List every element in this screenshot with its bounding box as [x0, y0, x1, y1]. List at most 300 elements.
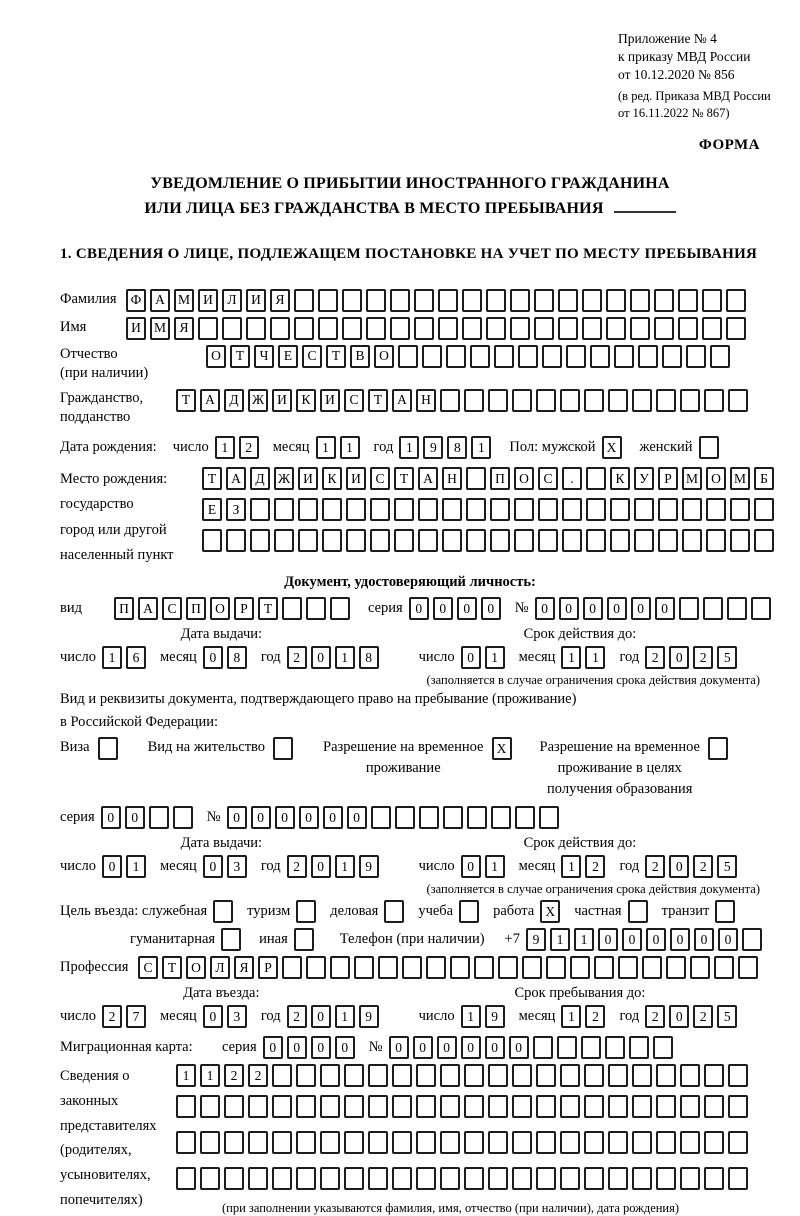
- char-cell[interactable]: П: [490, 467, 510, 490]
- char-cell[interactable]: 0: [101, 806, 121, 829]
- char-cell[interactable]: Ж: [248, 389, 268, 412]
- char-cell[interactable]: [486, 289, 506, 312]
- char-cell[interactable]: [608, 1131, 628, 1154]
- char-cell[interactable]: [512, 389, 532, 412]
- char-cell[interactable]: [366, 317, 386, 340]
- char-cell[interactable]: [176, 1095, 196, 1118]
- char-cell[interactable]: 1: [176, 1064, 196, 1087]
- char-cell[interactable]: 0: [607, 597, 627, 620]
- char-cell[interactable]: Т: [394, 467, 414, 490]
- char-cell[interactable]: [642, 956, 662, 979]
- char-cell[interactable]: [322, 498, 342, 521]
- char-cell[interactable]: [296, 1131, 316, 1154]
- char-cell[interactable]: [514, 529, 534, 552]
- char-cell[interactable]: [584, 1131, 604, 1154]
- char-cell[interactable]: 1: [102, 646, 122, 669]
- char-cell[interactable]: [666, 956, 686, 979]
- char-cell[interactable]: 0: [125, 806, 145, 829]
- char-cell[interactable]: С: [162, 597, 182, 620]
- char-cell[interactable]: [442, 498, 462, 521]
- char-cell[interactable]: [224, 1167, 244, 1190]
- char-cell[interactable]: [176, 1131, 196, 1154]
- checkbox-residence-permit[interactable]: [273, 737, 297, 760]
- char-cell[interactable]: 2: [585, 855, 605, 878]
- char-cell[interactable]: 2: [287, 1005, 307, 1028]
- char-cell[interactable]: Л: [222, 289, 242, 312]
- char-cell[interactable]: Л: [210, 956, 230, 979]
- char-cell[interactable]: [273, 737, 293, 760]
- char-cell[interactable]: [715, 900, 735, 923]
- char-cell[interactable]: [440, 1167, 460, 1190]
- char-cell[interactable]: [368, 1064, 388, 1087]
- char-cell[interactable]: 2: [693, 855, 713, 878]
- char-cell[interactable]: [440, 1095, 460, 1118]
- char-cell[interactable]: У: [634, 467, 654, 490]
- char-cell[interactable]: [248, 1131, 268, 1154]
- char-cell[interactable]: Т: [368, 389, 388, 412]
- char-cell[interactable]: [370, 498, 390, 521]
- char-cell[interactable]: [730, 529, 750, 552]
- char-cell[interactable]: 0: [287, 1036, 307, 1059]
- char-cell[interactable]: [392, 1167, 412, 1190]
- char-cell[interactable]: [608, 1167, 628, 1190]
- char-cell[interactable]: [704, 1095, 724, 1118]
- char-cell[interactable]: [298, 498, 318, 521]
- char-cell[interactable]: [384, 900, 404, 923]
- char-cell[interactable]: [686, 345, 706, 368]
- char-cell[interactable]: [226, 529, 246, 552]
- char-cell[interactable]: М: [150, 317, 170, 340]
- char-cell[interactable]: Р: [234, 597, 254, 620]
- char-cell[interactable]: Р: [258, 956, 278, 979]
- char-cell[interactable]: 0: [347, 806, 367, 829]
- char-cell[interactable]: [634, 498, 654, 521]
- char-cell[interactable]: Т: [258, 597, 278, 620]
- char-cell[interactable]: [488, 389, 508, 412]
- char-cell[interactable]: 0: [263, 1036, 283, 1059]
- char-cell[interactable]: [562, 498, 582, 521]
- char-cell[interactable]: [440, 1064, 460, 1087]
- char-cell[interactable]: [632, 389, 652, 412]
- char-cell[interactable]: [342, 317, 362, 340]
- char-cell[interactable]: [630, 289, 650, 312]
- char-cell[interactable]: 0: [413, 1036, 433, 1059]
- char-cell[interactable]: 1: [316, 436, 336, 459]
- char-cell[interactable]: [173, 806, 193, 829]
- char-cell[interactable]: [395, 806, 415, 829]
- char-cell[interactable]: 1: [200, 1064, 220, 1087]
- char-cell[interactable]: [498, 956, 518, 979]
- char-cell[interactable]: [678, 289, 698, 312]
- char-cell[interactable]: [586, 467, 606, 490]
- char-cell[interactable]: 1: [550, 928, 570, 951]
- char-cell[interactable]: 0: [251, 806, 271, 829]
- char-cell[interactable]: [462, 317, 482, 340]
- char-cell[interactable]: [294, 289, 314, 312]
- char-cell[interactable]: Т: [230, 345, 250, 368]
- char-cell[interactable]: [702, 289, 722, 312]
- char-cell[interactable]: [510, 317, 530, 340]
- char-cell[interactable]: [488, 1131, 508, 1154]
- char-cell[interactable]: [562, 529, 582, 552]
- char-cell[interactable]: И: [198, 289, 218, 312]
- char-cell[interactable]: 0: [433, 597, 453, 620]
- char-cell[interactable]: М: [730, 467, 750, 490]
- char-cell[interactable]: 7: [126, 1005, 146, 1028]
- checkbox-visa[interactable]: [98, 737, 122, 760]
- char-cell[interactable]: [466, 467, 486, 490]
- char-cell[interactable]: .: [562, 467, 582, 490]
- char-cell[interactable]: [398, 345, 418, 368]
- char-cell[interactable]: [560, 389, 580, 412]
- char-cell[interactable]: [629, 1036, 649, 1059]
- char-cell[interactable]: [730, 498, 750, 521]
- char-cell[interactable]: [704, 389, 724, 412]
- char-cell[interactable]: Т: [326, 345, 346, 368]
- char-cell[interactable]: [438, 317, 458, 340]
- char-cell[interactable]: [632, 1131, 652, 1154]
- char-cell[interactable]: С: [370, 467, 390, 490]
- char-cell[interactable]: 1: [335, 855, 355, 878]
- char-cell[interactable]: О: [374, 345, 394, 368]
- char-cell[interactable]: В: [350, 345, 370, 368]
- char-cell[interactable]: Я: [174, 317, 194, 340]
- char-cell[interactable]: 1: [485, 646, 505, 669]
- char-cell[interactable]: Я: [234, 956, 254, 979]
- char-cell[interactable]: [416, 1131, 436, 1154]
- char-cell[interactable]: [738, 956, 758, 979]
- char-cell[interactable]: [368, 1167, 388, 1190]
- char-cell[interactable]: Ч: [254, 345, 274, 368]
- char-cell[interactable]: [594, 956, 614, 979]
- char-cell[interactable]: [539, 806, 559, 829]
- char-cell[interactable]: 0: [311, 855, 331, 878]
- checkbox-purpose-official[interactable]: [213, 900, 237, 923]
- char-cell[interactable]: 9: [359, 855, 379, 878]
- char-cell[interactable]: Т: [202, 467, 222, 490]
- char-cell[interactable]: [320, 1064, 340, 1087]
- char-cell[interactable]: [706, 529, 726, 552]
- char-cell[interactable]: [296, 1095, 316, 1118]
- char-cell[interactable]: [566, 345, 586, 368]
- char-cell[interactable]: 0: [670, 928, 690, 951]
- char-cell[interactable]: К: [610, 467, 630, 490]
- char-cell[interactable]: [200, 1131, 220, 1154]
- char-cell[interactable]: [680, 389, 700, 412]
- char-cell[interactable]: [494, 345, 514, 368]
- char-cell[interactable]: [584, 1167, 604, 1190]
- char-cell[interactable]: [590, 345, 610, 368]
- char-cell[interactable]: [754, 529, 774, 552]
- char-cell[interactable]: [726, 317, 746, 340]
- char-cell[interactable]: Ф: [126, 289, 146, 312]
- char-cell[interactable]: [704, 1167, 724, 1190]
- char-cell[interactable]: [560, 1131, 580, 1154]
- char-cell[interactable]: 0: [311, 646, 331, 669]
- char-cell[interactable]: [330, 956, 350, 979]
- char-cell[interactable]: [246, 317, 266, 340]
- char-cell[interactable]: [438, 289, 458, 312]
- char-cell[interactable]: 3: [227, 855, 247, 878]
- char-cell[interactable]: 0: [535, 597, 555, 620]
- char-cell[interactable]: 0: [509, 1036, 529, 1059]
- char-cell[interactable]: 0: [631, 597, 651, 620]
- char-cell[interactable]: [294, 317, 314, 340]
- char-cell[interactable]: [296, 1064, 316, 1087]
- char-cell[interactable]: 1: [561, 855, 581, 878]
- char-cell[interactable]: [512, 1131, 532, 1154]
- char-cell[interactable]: [464, 1167, 484, 1190]
- char-cell[interactable]: [248, 1095, 268, 1118]
- checkbox-temp-permit[interactable]: [492, 737, 516, 760]
- char-cell[interactable]: 1: [126, 855, 146, 878]
- char-cell[interactable]: [250, 529, 270, 552]
- char-cell[interactable]: 0: [694, 928, 714, 951]
- char-cell[interactable]: 5: [717, 855, 737, 878]
- char-cell[interactable]: [703, 597, 723, 620]
- char-cell[interactable]: А: [392, 389, 412, 412]
- char-cell[interactable]: [536, 1095, 556, 1118]
- char-cell[interactable]: [320, 1167, 340, 1190]
- char-cell[interactable]: [466, 498, 486, 521]
- char-cell[interactable]: [198, 317, 218, 340]
- char-cell[interactable]: [330, 597, 350, 620]
- char-cell[interactable]: [690, 956, 710, 979]
- char-cell[interactable]: 1: [340, 436, 360, 459]
- char-cell[interactable]: Т: [162, 956, 182, 979]
- char-cell[interactable]: [176, 1167, 196, 1190]
- char-cell[interactable]: [222, 317, 242, 340]
- char-cell[interactable]: 0: [583, 597, 603, 620]
- char-cell[interactable]: И: [346, 467, 366, 490]
- char-cell[interactable]: 0: [461, 855, 481, 878]
- char-cell[interactable]: [581, 1036, 601, 1059]
- char-cell[interactable]: 0: [203, 646, 223, 669]
- char-cell[interactable]: 9: [359, 1005, 379, 1028]
- char-cell[interactable]: 0: [461, 646, 481, 669]
- char-cell[interactable]: 3: [227, 1005, 247, 1028]
- char-cell[interactable]: [742, 928, 762, 951]
- char-cell[interactable]: [200, 1095, 220, 1118]
- char-cell[interactable]: [679, 597, 699, 620]
- char-cell[interactable]: 1: [561, 646, 581, 669]
- char-cell[interactable]: [630, 317, 650, 340]
- char-cell[interactable]: [678, 317, 698, 340]
- char-cell[interactable]: [512, 1167, 532, 1190]
- char-cell[interactable]: [586, 498, 606, 521]
- char-cell[interactable]: [518, 345, 538, 368]
- char-cell[interactable]: [394, 498, 414, 521]
- char-cell[interactable]: [224, 1095, 244, 1118]
- char-cell[interactable]: [542, 345, 562, 368]
- char-cell[interactable]: 0: [437, 1036, 457, 1059]
- char-cell[interactable]: [490, 529, 510, 552]
- char-cell[interactable]: [392, 1131, 412, 1154]
- char-cell[interactable]: [658, 498, 678, 521]
- char-cell[interactable]: [368, 1131, 388, 1154]
- char-cell[interactable]: И: [126, 317, 146, 340]
- char-cell[interactable]: 1: [215, 436, 235, 459]
- char-cell[interactable]: 9: [485, 1005, 505, 1028]
- char-cell[interactable]: [560, 1167, 580, 1190]
- char-cell[interactable]: [491, 806, 511, 829]
- char-cell[interactable]: А: [150, 289, 170, 312]
- char-cell[interactable]: [557, 1036, 577, 1059]
- char-cell[interactable]: [320, 1095, 340, 1118]
- char-cell[interactable]: [390, 289, 410, 312]
- char-cell[interactable]: [221, 928, 241, 951]
- char-cell[interactable]: Н: [416, 389, 436, 412]
- char-cell[interactable]: [654, 289, 674, 312]
- char-cell[interactable]: 0: [718, 928, 738, 951]
- char-cell[interactable]: 0: [461, 1036, 481, 1059]
- char-cell[interactable]: А: [418, 467, 438, 490]
- char-cell[interactable]: [464, 1064, 484, 1087]
- char-cell[interactable]: [610, 498, 630, 521]
- char-cell[interactable]: [704, 1064, 724, 1087]
- char-cell[interactable]: [728, 1095, 748, 1118]
- char-cell[interactable]: [680, 1064, 700, 1087]
- char-cell[interactable]: 0: [646, 928, 666, 951]
- char-cell[interactable]: [272, 1131, 292, 1154]
- char-cell[interactable]: [558, 289, 578, 312]
- char-cell[interactable]: [610, 529, 630, 552]
- char-cell[interactable]: [346, 498, 366, 521]
- char-cell[interactable]: [560, 1095, 580, 1118]
- char-cell[interactable]: [699, 436, 719, 459]
- char-cell[interactable]: [754, 498, 774, 521]
- char-cell[interactable]: Д: [250, 467, 270, 490]
- char-cell[interactable]: П: [114, 597, 134, 620]
- char-cell[interactable]: 0: [669, 646, 689, 669]
- char-cell[interactable]: [538, 529, 558, 552]
- char-cell[interactable]: [416, 1064, 436, 1087]
- char-cell[interactable]: 0: [323, 806, 343, 829]
- char-cell[interactable]: [522, 956, 542, 979]
- char-cell[interactable]: 5: [717, 1005, 737, 1028]
- char-cell[interactable]: [514, 498, 534, 521]
- char-cell[interactable]: [682, 529, 702, 552]
- char-cell[interactable]: 1: [561, 1005, 581, 1028]
- char-cell[interactable]: [570, 956, 590, 979]
- char-cell[interactable]: [418, 529, 438, 552]
- char-cell[interactable]: М: [174, 289, 194, 312]
- char-cell[interactable]: 2: [287, 646, 307, 669]
- checkbox-sex-male[interactable]: [602, 436, 626, 459]
- char-cell[interactable]: О: [206, 345, 226, 368]
- char-cell[interactable]: [682, 498, 702, 521]
- char-cell[interactable]: [354, 956, 374, 979]
- checkbox-purpose-work[interactable]: [540, 900, 564, 923]
- char-cell[interactable]: [346, 529, 366, 552]
- char-cell[interactable]: [656, 389, 676, 412]
- char-cell[interactable]: [704, 1131, 724, 1154]
- char-cell[interactable]: 2: [645, 855, 665, 878]
- char-cell[interactable]: [270, 317, 290, 340]
- char-cell[interactable]: С: [138, 956, 158, 979]
- char-cell[interactable]: О: [706, 467, 726, 490]
- char-cell[interactable]: 0: [311, 1005, 331, 1028]
- char-cell[interactable]: О: [514, 467, 534, 490]
- char-cell[interactable]: 0: [203, 855, 223, 878]
- char-cell[interactable]: 0: [203, 1005, 223, 1028]
- char-cell[interactable]: 2: [239, 436, 259, 459]
- char-cell[interactable]: [394, 529, 414, 552]
- char-cell[interactable]: А: [138, 597, 158, 620]
- char-cell[interactable]: [274, 498, 294, 521]
- char-cell[interactable]: [467, 806, 487, 829]
- char-cell[interactable]: [584, 1064, 604, 1087]
- char-cell[interactable]: [536, 1064, 556, 1087]
- char-cell[interactable]: 0: [481, 597, 501, 620]
- char-cell[interactable]: [680, 1095, 700, 1118]
- char-cell[interactable]: Т: [176, 389, 196, 412]
- char-cell[interactable]: [224, 1131, 244, 1154]
- char-cell[interactable]: [584, 1095, 604, 1118]
- char-cell[interactable]: К: [322, 467, 342, 490]
- char-cell[interactable]: [414, 289, 434, 312]
- checkbox-purpose-private[interactable]: [628, 900, 652, 923]
- char-cell[interactable]: [446, 345, 466, 368]
- char-cell[interactable]: 1: [585, 646, 605, 669]
- char-cell[interactable]: А: [200, 389, 220, 412]
- char-cell[interactable]: [628, 900, 648, 923]
- char-cell[interactable]: 2: [693, 646, 713, 669]
- char-cell[interactable]: [464, 1131, 484, 1154]
- char-cell[interactable]: [533, 1036, 553, 1059]
- char-cell[interactable]: 2: [224, 1064, 244, 1087]
- char-cell[interactable]: Ж: [274, 467, 294, 490]
- char-cell[interactable]: X: [492, 737, 512, 760]
- char-cell[interactable]: [370, 529, 390, 552]
- char-cell[interactable]: [606, 289, 626, 312]
- char-cell[interactable]: 2: [645, 646, 665, 669]
- char-cell[interactable]: 0: [299, 806, 319, 829]
- char-cell[interactable]: [344, 1131, 364, 1154]
- char-cell[interactable]: [416, 1095, 436, 1118]
- char-cell[interactable]: [605, 1036, 625, 1059]
- char-cell[interactable]: [546, 956, 566, 979]
- char-cell[interactable]: [366, 289, 386, 312]
- char-cell[interactable]: [344, 1167, 364, 1190]
- char-cell[interactable]: 0: [275, 806, 295, 829]
- char-cell[interactable]: [318, 289, 338, 312]
- char-cell[interactable]: [728, 389, 748, 412]
- char-cell[interactable]: 1: [461, 1005, 481, 1028]
- char-cell[interactable]: [728, 1167, 748, 1190]
- char-cell[interactable]: [638, 345, 658, 368]
- char-cell[interactable]: 0: [669, 1005, 689, 1028]
- char-cell[interactable]: [344, 1064, 364, 1087]
- char-cell[interactable]: [443, 806, 463, 829]
- char-cell[interactable]: 1: [399, 436, 419, 459]
- char-cell[interactable]: [298, 529, 318, 552]
- char-cell[interactable]: [490, 498, 510, 521]
- char-cell[interactable]: [656, 1131, 676, 1154]
- char-cell[interactable]: С: [302, 345, 322, 368]
- char-cell[interactable]: 9: [423, 436, 443, 459]
- char-cell[interactable]: Я: [270, 289, 290, 312]
- char-cell[interactable]: [416, 1167, 436, 1190]
- char-cell[interactable]: [614, 345, 634, 368]
- char-cell[interactable]: [606, 317, 626, 340]
- char-cell[interactable]: [368, 1095, 388, 1118]
- checkbox-purpose-tourism[interactable]: [296, 900, 320, 923]
- char-cell[interactable]: К: [296, 389, 316, 412]
- char-cell[interactable]: [662, 345, 682, 368]
- char-cell[interactable]: П: [186, 597, 206, 620]
- char-cell[interactable]: [422, 345, 442, 368]
